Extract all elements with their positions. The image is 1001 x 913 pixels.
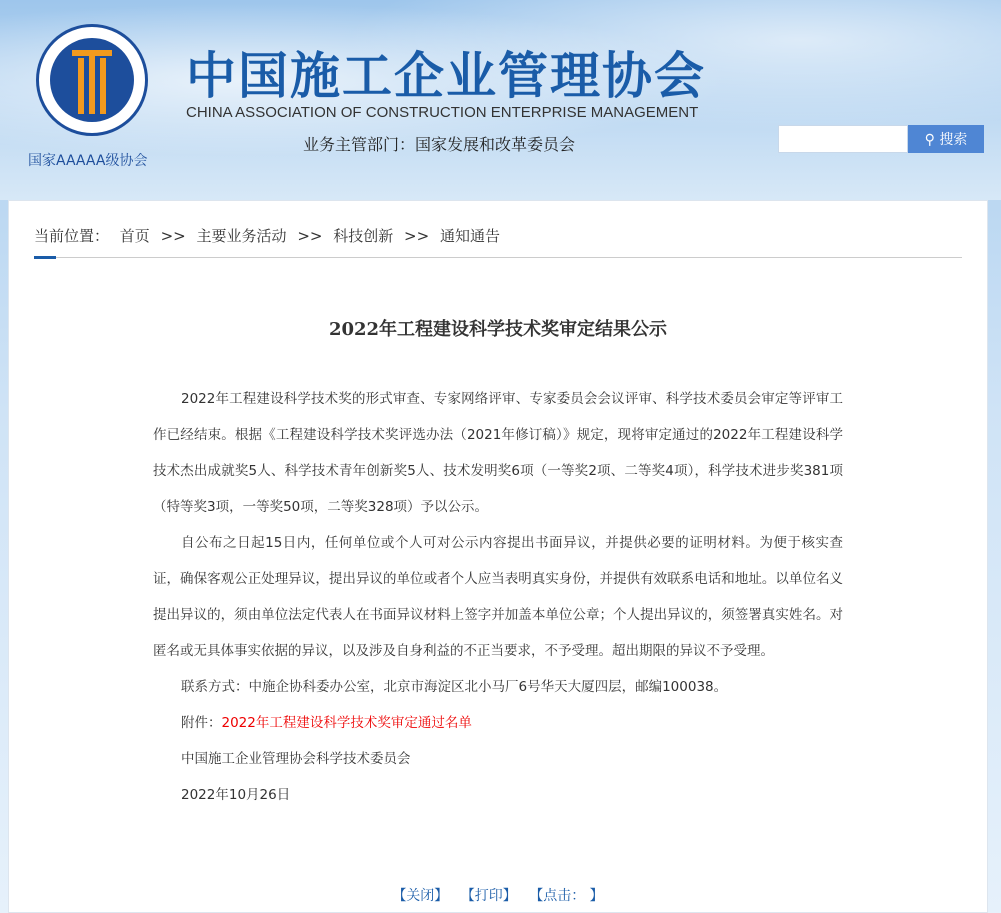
breadcrumb-sep: >>	[297, 227, 323, 245]
site-title: 中国施工企业管理协会	[186, 47, 706, 105]
footer-actions	[9, 885, 987, 905]
search-button[interactable]	[908, 125, 984, 153]
breadcrumb-activities[interactable]: 主要业务活动	[196, 227, 287, 245]
breadcrumb-sep: >>	[404, 227, 430, 245]
search-bar	[778, 125, 984, 153]
breadcrumb-notices[interactable]: 通知通告	[439, 227, 500, 245]
logo-subtitle: 国家AAAAA级协会	[28, 153, 148, 169]
article-body	[153, 381, 843, 813]
search-input[interactable]	[778, 125, 908, 153]
search-icon: ⚲	[924, 132, 940, 148]
click-count: 【点击： 】	[529, 888, 604, 904]
divider	[34, 257, 962, 258]
breadcrumb-sep: >>	[160, 227, 186, 245]
site-title-en: CHINA ASSOCIATION OF CONSTRUCTION ENTERPRISE MANAGEMENT	[186, 104, 699, 121]
search-button-label: 搜索	[939, 132, 968, 148]
attachment	[153, 705, 843, 741]
content-panel	[8, 200, 988, 913]
paragraph: 自公布之日起15日内，任何单位或个人可对公示内容提出书面异议，并提供必要的证明材料。为便于核实查证，确保客观公正处理异议，提出异议的单位或者个人应当表明真实身份，并提供有效联系电话和地址。以单位名义提出异议的，须由单位法定代表人在书面异议材料上签字并加盖本单位公章；个人提出异议的，须签署真实姓名。对匿名或无具体事实依据的异议，以及涉及自身利益的不正当要求，不予受理。超出期限的异议不予受理。	[153, 535, 843, 659]
paragraph: 联系方式：中施企协科委办公室，北京市海淀区北小马厂6号华天大厦四层，邮编100038。	[181, 679, 728, 695]
breadcrumb-label: 当前位置：	[34, 227, 110, 245]
paragraph: 2022年工程建设科学技术奖的形式审查、专家网络评审、专家委员会会议评审、科学技术委员会审定等评审工作已经结束。根据《工程建设科学技术奖评选办法（2021年修订稿）》规定，现将审定通过的2022年工程建设科学技术杰出成就奖5人、科学技术青年创新奖5人、技术发明奖6项（一等奖2项、二等奖4项），科学技术进步奖381项（特等奖3项，一等奖50项，二等奖328项）予以公示。	[153, 391, 843, 515]
divider-accent	[34, 256, 56, 259]
close-button[interactable]: 【关闭】	[392, 888, 449, 904]
logo	[36, 24, 148, 136]
breadcrumb	[34, 225, 506, 246]
breadcrumb-innovation[interactable]: 科技创新	[333, 227, 394, 245]
header	[0, 0, 1001, 200]
print-button[interactable]: 【打印】	[460, 888, 517, 904]
signature: 中国施工企业管理协会科学技术委员会	[181, 751, 411, 767]
breadcrumb-home[interactable]: 首页	[119, 227, 150, 245]
supervising-dept: 业务主管部门：国家发展和改革委员会	[303, 135, 576, 154]
date: 2022年10月26日	[181, 787, 291, 803]
article-title: 2022年工程建设科学技术奖审定结果公示	[328, 319, 668, 340]
attachment-link[interactable]: 2022年工程建设科学技术奖审定通过名单	[221, 715, 472, 731]
attachment-label: 附件：	[181, 715, 222, 731]
